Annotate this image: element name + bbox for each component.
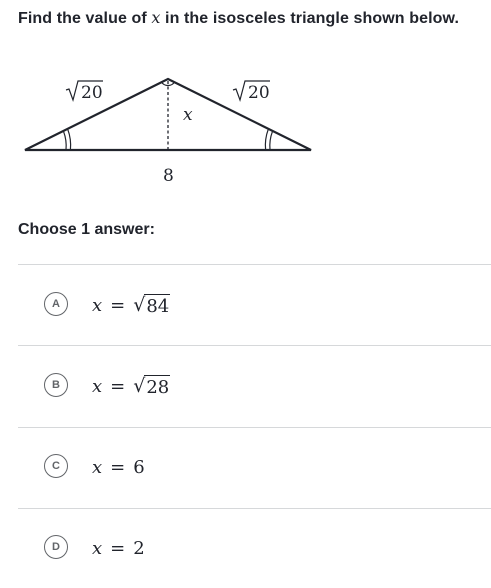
option-letter-b: B (44, 373, 68, 397)
option-expression-a (92, 292, 170, 318)
answer-option-c[interactable] (18, 427, 491, 507)
option-var: x (92, 294, 103, 316)
answer-option-a[interactable] (18, 265, 491, 345)
question-text-before: Find the value of (18, 10, 152, 27)
base-label: 8 (163, 166, 174, 186)
sqrt-radicand: 28 (146, 376, 170, 398)
sqrt-radicand: 84 (146, 295, 170, 317)
option-value: 6 (133, 456, 145, 478)
isosceles-triangle-figure (0, 60, 340, 200)
option-equals: = (110, 456, 126, 478)
option-var: x (92, 456, 103, 478)
height-label: x (183, 105, 193, 125)
answer-option-b[interactable] (18, 346, 491, 426)
option-equals: = (110, 294, 126, 316)
answer-option-d[interactable] (18, 508, 491, 588)
option-expression-b (92, 373, 170, 399)
right-angle-mark-outer (265, 129, 268, 150)
right-side-label-value: 20 (248, 83, 270, 103)
option-var: x (92, 537, 103, 559)
option-letter-d: D (44, 535, 68, 559)
question-text (18, 8, 459, 28)
option-expression-c (92, 454, 145, 480)
left-angle-mark-inner (64, 131, 67, 150)
left-angle-mark-outer (68, 129, 71, 150)
option-letter-a: A (44, 292, 68, 316)
right-side-label (233, 81, 270, 103)
left-side-label-value: 20 (81, 83, 103, 103)
left-side-label (66, 81, 103, 103)
option-equals: = (110, 375, 126, 397)
right-angle-mark-inner (270, 131, 273, 150)
question-variable: x (151, 8, 161, 27)
option-equals: = (110, 537, 126, 559)
option-expression-d (92, 535, 145, 561)
choose-answer-label: Choose 1 answer: (18, 221, 155, 238)
question-text-after: in the isosceles triangle shown below. (160, 10, 459, 27)
option-letter-c: C (44, 454, 68, 478)
sqrt-expression: √ 84 (133, 293, 170, 317)
option-var: x (92, 375, 103, 397)
sqrt-expression: √ 28 (133, 374, 170, 398)
option-value: 2 (133, 537, 145, 559)
